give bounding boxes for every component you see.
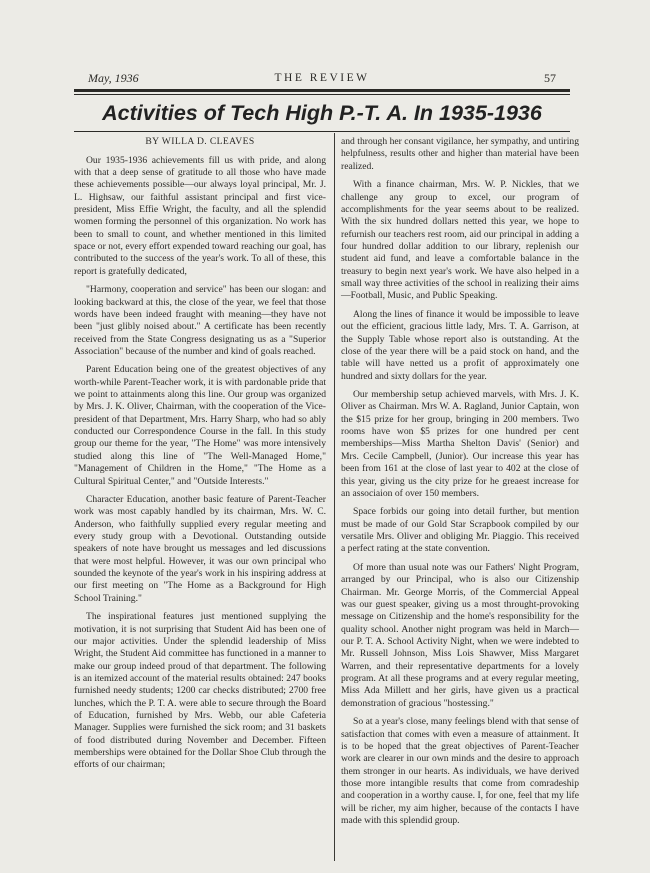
paragraph: The inspirational features just mentioned supplying the motivation, it is not surprising that Student Aid has been one of our major activities. Under the splendid leadership of Miss Wright, the Student Aid committee has functioned in a manner to make our group indeed proud of that department. The following is an itemized account of the material results obtained: 247 books furnished needy students; 1200 car checks distributed; 2700 free lunches, which the P. T. A. were able to secure through the Board of Education, furnished by Mrs. Webb, our able Cafeteria Manager. Supplies were furnished the sick room; and 31 baskets of food distributed during November and December. Fifteen memberships were obtained for the Dollar Shoe Club through the efforts of our chairman; <box>74 611 326 771</box>
paragraph: Parent Education being one of the greatest objectives of any worth-while Parent-Teacher work, it is with pardonable pride that we point to attainments along this line. Our group was organized by Mrs. J. K. Oliver, Chairman, with the cooperation of the Vice-president of that Department, Mrs. Harry Sharp, who had so ably conducted our Correspondence Course in the fall. In this study group our theme for the year, "The Home" was more intensively studied along this line of "The Well-Managed Home," "Management of Children in the Home," "The Home as a Cultural Spiritual Center," and "Outside Interests." <box>74 364 326 487</box>
journal-name: THE REVIEW <box>274 72 370 84</box>
page-number: 57 <box>544 71 556 85</box>
issue-date: May, 1936 <box>88 71 139 85</box>
column-divider <box>334 133 335 861</box>
running-header <box>88 70 556 86</box>
article-title: Activities of Tech High P.-T. A. In 1935-1936 <box>102 101 542 125</box>
left-column <box>74 136 326 772</box>
paragraph: Along the lines of finance it would be impossible to leave out the efficient, gracious little lady, Mrs. T. A. Garrison, at the Supply Table whose report also is outstanding. At the close of the year there will be a paid stock on hand, and the table will have netted us a profit of approximately one hundred and sixty dollars for the year. <box>341 308 579 382</box>
paragraph: Of more than usual note was our Fathers' Night Program, arranged by our Principal, who is also our Citizenship Chairman. Mr. George Morris, of the Commercial Appeal was our guest speaker, giving us a most throught-provoking message on Citizenship and the home's responsibility for the quality school. Another night program was held in March—our P. T. A. School Activity Night, when we were indebted to Mr. Russell Johnson, Miss Lois Shawver, Miss Margaret Warren, and their representative departments for a lovely program. At all these programs and at every regular meeting, Miss Ada Millett and her girls, have given us a practical demonstration of gracious "hostessing." <box>341 561 579 709</box>
paragraph: Space forbids our going into detail further, but mention must be made of our Gold Star Scrapbook compiled by our versatile Mrs. Oliver and obliging Mr. Piaggio. This received a perfect rating at the state convention. <box>341 506 579 555</box>
paragraph: Character Education, another basic feature of Parent-Teacher work was most capably handled by its chairman, Mrs. W. C. Anderson, who faithfully supplied every regular meeting and every study group with a Devotional. Outstanding outside speakers of note have brought us messages and led discussions that were most helpful. However, it was our own principal who sounded the keynote of the year's work in his inspiring address at our first meeting on "The Home as a Background for High School Training." <box>74 494 326 604</box>
paragraph: Our 1935-1936 achievements fill us with pride, and along with that a deep sense of gratitude to all those who have made these achievements possible—our always loyal principal, Mr. J. L. Highsaw, our faithful assistant principal and first vice-president, Miss Effie Wright, the faculty, and all the splendid women forming the personnel of this organization. No work has been to small to count, and whether mentioned in this limited space or not, every effort expended toward reaching our goal, has contributed to the success of the year's work. To all of these, this report is gratefully dedicated, <box>74 154 326 277</box>
paragraph: With a finance chairman, Mrs. W. P. Nickles, that we challenge any group to excel, our program of accomplishments for the year seems about to be realized. With the six hundred dollars netted this year, we hope to refurnish our teachers rest room, aid our principal in adding a four hundred dollar addition to our library, replenish our student aid fund, and leave a comfortable balance in the treasury to begin next year's work. We have also helped in a small way three activities of the school in realizing their aims—Football, Music, and Public Speaking. <box>341 179 579 302</box>
byline: BY WILLA D. CLEAVES <box>145 136 255 147</box>
paragraph: "Harmony, cooperation and service" has been our slogan: and looking backward at this, the close of the year, we feel that those words have been indeed fraught with meaning—they have not been "just glibly noised about." A certificate has been recently received from the State Congress designating us as a "Superior Association" because of the number and kind of goals reached. <box>74 284 326 357</box>
title-rule <box>74 131 570 132</box>
paragraph: So at a year's close, many feelings blend with that sense of satisfaction that comes with even a measure of attainment. It is to be hoped that the great objectives of Parent-Teacher work are clearer in our own minds and the desire to approach them stronger in our hearts. As individuals, we have derived those more intangible results that come from comradeship and cooperation in a worthy cause. I, for one, feel that my life will be richer, my aim higher, because of the contacts I have made with this splendid group. <box>341 716 579 826</box>
paragraph: Our membership setup achieved marvels, with Mrs. J. K. Oliver as Chairman. Mrs W. A. Ragland, Junior Captain, won the $15 prize for her group, bringing in 200 members. Two rooms have won $5 prizes for one hundred per cent memberships—Miss Martha Shelton Davis' (Senior) and Mrs. Cecile Campbell, (Junior). Our increase this year has been from 161 at the close of last year to 402 at the close of this year, giving us the city prize for he greaest increase for an associaion of over 150 members. <box>341 389 579 499</box>
paragraph: and through her consant vigilance, her sympathy, and untiring helpfulness, results other and higher than material have been realized. <box>341 136 579 172</box>
header-rule-thick <box>74 89 570 92</box>
right-column <box>341 136 579 827</box>
